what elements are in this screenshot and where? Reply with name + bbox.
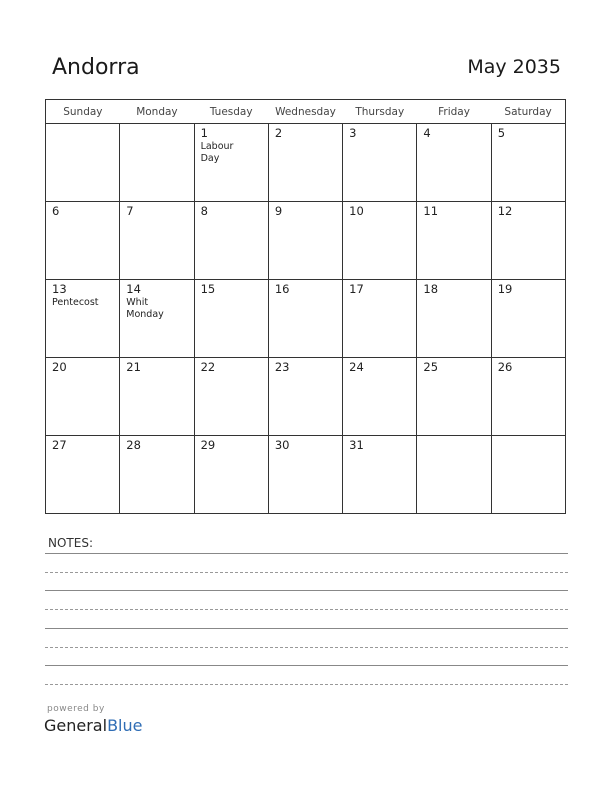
calendar-day-cell	[343, 436, 417, 514]
calendar-day-cell	[194, 280, 268, 358]
calendar-day-cell	[194, 436, 268, 514]
day-number: 8	[200, 204, 208, 218]
calendar-day-cell	[491, 280, 565, 358]
day-number: 14	[126, 282, 141, 296]
notes-line	[45, 609, 568, 610]
calendar-day-cell	[491, 202, 565, 280]
day-number: 22	[200, 360, 216, 374]
calendar-week-row	[46, 280, 566, 358]
notes-line	[45, 628, 568, 629]
calendar-week-row	[46, 124, 566, 202]
day-number: 30	[274, 438, 290, 452]
notes-line	[45, 684, 568, 685]
notes-line	[45, 590, 568, 591]
day-number: 17	[349, 282, 364, 296]
calendar-day-cell	[491, 124, 565, 202]
day-number: 24	[349, 360, 364, 374]
day-number: 19	[497, 282, 513, 296]
notes-line	[45, 665, 568, 666]
day-number: 16	[274, 282, 290, 296]
weekday-thursday: Thursday	[343, 100, 417, 124]
calendar-day-cell	[120, 358, 194, 436]
calendar-day-cell	[268, 202, 342, 280]
day-number: 10	[349, 204, 364, 218]
weekday-wednesday: Wednesday	[268, 100, 342, 124]
day-number: 18	[423, 282, 439, 296]
day-number: 4	[423, 126, 431, 140]
day-number: 12	[497, 204, 513, 218]
brand-part1: General	[44, 716, 108, 735]
day-number: 2	[274, 126, 283, 140]
notes-line	[45, 572, 568, 573]
day-number: 3	[349, 126, 357, 140]
calendar-day-cell	[194, 358, 268, 436]
day-number: 6	[52, 204, 60, 218]
day-number: 20	[52, 360, 67, 374]
day-number: 23	[274, 360, 290, 374]
day-number: 5	[497, 126, 506, 140]
calendar-day-cell	[491, 358, 565, 436]
weekday-tuesday: Tuesday	[194, 100, 268, 124]
calendar-day-cell	[343, 358, 417, 436]
calendar-day-cell	[343, 202, 417, 280]
calendar-day-cell	[417, 124, 491, 202]
day-number: 15	[200, 282, 216, 296]
calendar-day-cell	[46, 280, 120, 358]
day-number: 26	[497, 360, 513, 374]
calendar-day-cell	[491, 436, 565, 514]
calendar-day-cell	[120, 124, 194, 202]
weekday-header-row	[46, 100, 566, 124]
weekday-monday: Monday	[120, 100, 194, 124]
calendar-day-cell	[120, 202, 194, 280]
calendar-day-cell	[417, 358, 491, 436]
calendar-day-cell	[343, 124, 417, 202]
calendar-day-cell	[268, 436, 342, 514]
weekday-saturday: Saturday	[491, 100, 565, 124]
calendar-day-cell	[343, 280, 417, 358]
calendar-day-cell	[120, 280, 194, 358]
calendar-day-cell	[417, 280, 491, 358]
calendar-day-cell	[268, 358, 342, 436]
day-number: 31	[349, 438, 364, 452]
day-number: 11	[423, 204, 439, 218]
notes-line	[45, 553, 568, 554]
calendar-grid	[45, 99, 566, 514]
calendar-week-row	[46, 358, 566, 436]
weekday-friday: Friday	[417, 100, 491, 124]
calendar-week-row	[46, 436, 566, 514]
day-number: 9	[274, 204, 283, 218]
powered-by-text: powered by	[47, 704, 105, 714]
calendar-day-cell	[46, 358, 120, 436]
weekday-sunday: Sunday	[46, 100, 120, 124]
calendar-day-cell	[417, 202, 491, 280]
calendar-day-cell	[194, 202, 268, 280]
calendar-country-title: Andorra	[52, 55, 140, 80]
calendar-day-cell	[46, 202, 120, 280]
holiday-label: Pentecost	[52, 297, 99, 308]
holiday-label: Labour Day	[200, 141, 234, 164]
calendar-week-row	[46, 202, 566, 280]
calendar-day-cell	[268, 124, 342, 202]
calendar-day-cell	[120, 436, 194, 514]
generalblue-logo	[44, 716, 142, 735]
calendar-day-cell	[268, 280, 342, 358]
day-number: 28	[126, 438, 141, 452]
calendar-day-cell	[46, 436, 120, 514]
brand-part2: Blue	[107, 716, 143, 735]
notes-line	[45, 647, 568, 648]
day-number: 1	[200, 126, 208, 140]
calendar-month-title: May 2035	[467, 56, 561, 78]
calendar-day-cell	[194, 124, 268, 202]
notes-label: NOTES:	[48, 536, 93, 550]
day-number: 25	[423, 360, 439, 374]
day-number: 7	[126, 204, 134, 218]
calendar-day-cell	[417, 436, 491, 514]
holiday-label: Whit Monday	[126, 297, 164, 320]
day-number: 13	[52, 282, 67, 296]
day-number: 29	[200, 438, 216, 452]
day-number: 21	[126, 360, 141, 374]
day-number: 27	[52, 438, 67, 452]
calendar-day-cell	[46, 124, 120, 202]
calendar-body	[46, 124, 566, 514]
